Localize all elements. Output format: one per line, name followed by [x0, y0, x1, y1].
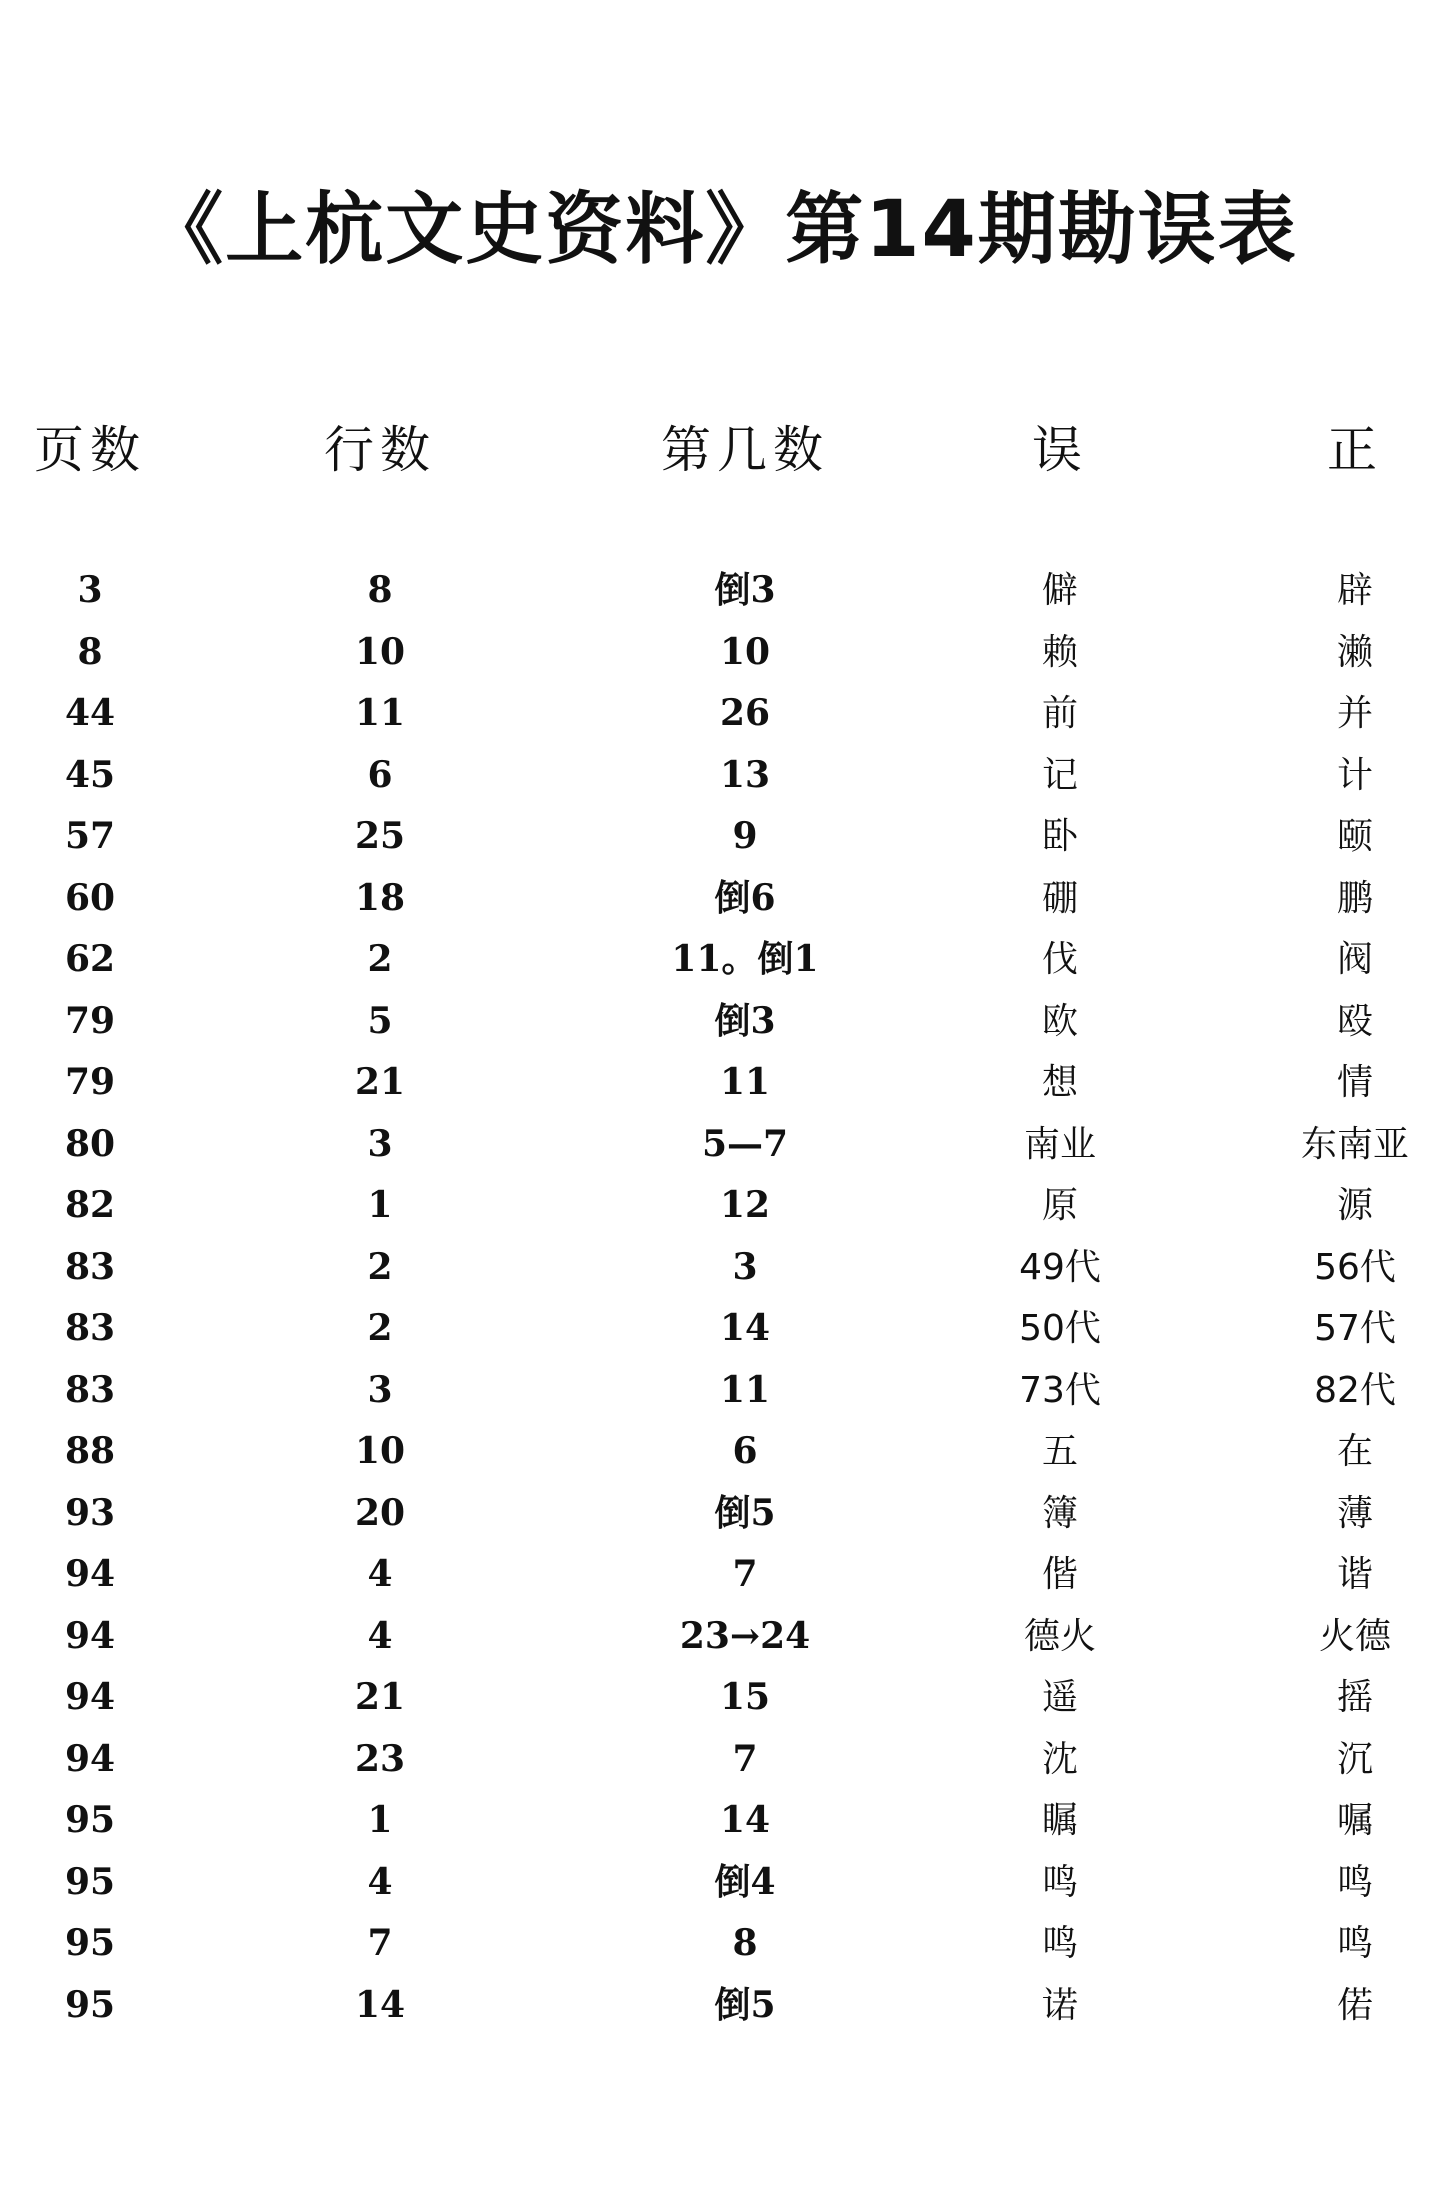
table-row — [0, 560, 1443, 621]
table-row — [0, 1606, 1443, 1667]
cell-line: 21 — [354, 1061, 406, 1103]
cell-correct: 鸣 — [1336, 1923, 1373, 1964]
cell-line: 25 — [354, 815, 406, 857]
cell-correct: 薄 — [1336, 1493, 1373, 1534]
cell-position: 12 — [719, 1184, 771, 1226]
cell-correct: 殴 — [1336, 1001, 1373, 1042]
cell-wrong: 50代 — [1019, 1308, 1101, 1349]
cell-wrong: 原 — [1041, 1185, 1078, 1226]
cell-position: 8 — [732, 1922, 758, 1964]
cell-wrong: 沈 — [1041, 1739, 1078, 1780]
cell-wrong: 49代 — [1019, 1247, 1101, 1288]
cell-page: 57 — [64, 815, 116, 857]
cell-wrong: 73代 — [1019, 1370, 1101, 1411]
cell-correct: 辟 — [1336, 570, 1373, 611]
cell-correct: 计 — [1336, 755, 1373, 796]
cell-wrong: 赖 — [1041, 632, 1078, 673]
table-row — [0, 1975, 1443, 2036]
cell-wrong: 诺 — [1041, 1985, 1078, 2026]
cell-line: 1 — [367, 1184, 393, 1226]
cell-wrong: 德火 — [1023, 1616, 1096, 1657]
cell-position: 倒4 — [714, 1861, 776, 1903]
cell-position: 3 — [732, 1246, 758, 1288]
cell-position: 倒3 — [714, 569, 776, 611]
table-row — [0, 1421, 1443, 1482]
cell-position: 倒6 — [714, 877, 776, 919]
cell-position: 11。倒1 — [671, 938, 819, 980]
table-row — [0, 683, 1443, 744]
cell-page: 83 — [64, 1246, 116, 1288]
cell-page: 95 — [64, 1861, 116, 1903]
cell-position: 倒5 — [714, 1984, 776, 2026]
table-row — [0, 1852, 1443, 1913]
cell-position: 26 — [719, 692, 771, 734]
header-wrong: 误 — [1032, 421, 1088, 479]
cell-correct: 鹏 — [1336, 878, 1373, 919]
cell-wrong: 鸣 — [1041, 1923, 1078, 1964]
cell-correct: 东南亚 — [1300, 1124, 1409, 1165]
table-header — [0, 410, 1443, 490]
cell-position: 14 — [719, 1307, 771, 1349]
table-row — [0, 991, 1443, 1052]
cell-correct: 源 — [1336, 1185, 1373, 1226]
cell-correct: 鸣 — [1336, 1862, 1373, 1903]
table-row — [0, 929, 1443, 990]
cell-correct: 偌 — [1336, 1985, 1373, 2026]
cell-position: 5—7 — [701, 1123, 789, 1165]
table-row — [0, 1729, 1443, 1790]
cell-position: 倒3 — [714, 1000, 776, 1042]
cell-position: 倒5 — [714, 1492, 776, 1534]
cell-page: 95 — [64, 1922, 116, 1964]
cell-page: 94 — [64, 1553, 116, 1595]
cell-wrong: 僻 — [1041, 570, 1078, 611]
cell-position: 23→24 — [679, 1615, 811, 1657]
table-row — [0, 622, 1443, 683]
cell-correct: 嘱 — [1336, 1800, 1373, 1841]
cell-wrong: 遥 — [1041, 1677, 1078, 1718]
cell-line: 18 — [354, 877, 406, 919]
cell-line: 10 — [354, 631, 406, 673]
cell-page: 83 — [64, 1307, 116, 1349]
cell-wrong: 想 — [1041, 1062, 1078, 1103]
table-row — [0, 1298, 1443, 1359]
cell-page: 88 — [64, 1430, 116, 1472]
cell-position: 6 — [732, 1430, 758, 1472]
cell-correct: 82代 — [1314, 1370, 1396, 1411]
cell-position: 11 — [719, 1061, 771, 1103]
table-row — [0, 1052, 1443, 1113]
cell-page: 94 — [64, 1676, 116, 1718]
cell-page: 95 — [64, 1799, 116, 1841]
cell-line: 4 — [367, 1553, 393, 1595]
cell-correct: 火德 — [1318, 1616, 1391, 1657]
header-position: 第几数 — [661, 421, 829, 479]
cell-line: 7 — [367, 1922, 393, 1964]
cell-line: 6 — [367, 754, 393, 796]
cell-correct: 濑 — [1336, 632, 1373, 673]
cell-wrong: 南业 — [1023, 1124, 1096, 1165]
cell-line: 2 — [367, 938, 393, 980]
cell-wrong: 偕 — [1041, 1554, 1078, 1595]
cell-wrong: 卧 — [1041, 816, 1078, 857]
cell-wrong: 鸣 — [1041, 1862, 1078, 1903]
cell-line: 21 — [354, 1676, 406, 1718]
header-correct: 正 — [1327, 421, 1383, 479]
cell-position: 9 — [732, 815, 758, 857]
cell-page: 79 — [64, 1000, 116, 1042]
table-row — [0, 1544, 1443, 1605]
cell-page: 94 — [64, 1615, 116, 1657]
cell-wrong: 伐 — [1041, 939, 1078, 980]
cell-correct: 颐 — [1336, 816, 1373, 857]
cell-correct: 沉 — [1336, 1739, 1373, 1780]
cell-line: 2 — [367, 1307, 393, 1349]
cell-wrong: 前 — [1041, 693, 1078, 734]
cell-line: 8 — [367, 569, 393, 611]
header-page: 页数 — [34, 421, 146, 479]
cell-line: 14 — [354, 1984, 406, 2026]
cell-position: 10 — [719, 631, 771, 673]
table-row — [0, 1913, 1443, 1974]
table-row — [0, 868, 1443, 929]
table-row — [0, 1667, 1443, 1728]
cell-line: 11 — [354, 692, 406, 734]
cell-page: 82 — [64, 1184, 116, 1226]
cell-position: 7 — [732, 1553, 758, 1595]
cell-line: 4 — [367, 1861, 393, 1903]
table-row — [0, 1175, 1443, 1236]
cell-line: 4 — [367, 1615, 393, 1657]
cell-wrong: 欧 — [1041, 1001, 1078, 1042]
cell-position: 15 — [719, 1676, 771, 1718]
table-row — [0, 1114, 1443, 1175]
cell-page: 44 — [64, 692, 116, 734]
cell-correct: 57代 — [1314, 1308, 1396, 1349]
table-row — [0, 1483, 1443, 1544]
table-row — [0, 1360, 1443, 1421]
cell-wrong: 五 — [1041, 1431, 1078, 1472]
cell-correct: 并 — [1336, 693, 1373, 734]
cell-line: 3 — [367, 1369, 393, 1411]
cell-line: 2 — [367, 1246, 393, 1288]
cell-page: 79 — [64, 1061, 116, 1103]
cell-line: 3 — [367, 1123, 393, 1165]
cell-correct: 摇 — [1336, 1677, 1373, 1718]
cell-wrong: 硼 — [1041, 878, 1078, 919]
cell-line: 10 — [354, 1430, 406, 1472]
cell-page: 8 — [77, 631, 103, 673]
cell-line: 5 — [367, 1000, 393, 1042]
cell-position: 11 — [719, 1369, 771, 1411]
header-line: 行数 — [324, 421, 436, 479]
cell-correct: 情 — [1336, 1062, 1373, 1103]
cell-wrong: 瞩 — [1041, 1800, 1078, 1841]
table-row — [0, 1790, 1443, 1851]
cell-page: 93 — [64, 1492, 116, 1534]
cell-line: 23 — [354, 1738, 406, 1780]
cell-line: 1 — [367, 1799, 393, 1841]
cell-line: 20 — [354, 1492, 406, 1534]
cell-page: 83 — [64, 1369, 116, 1411]
cell-page: 3 — [77, 569, 103, 611]
cell-position: 7 — [732, 1738, 758, 1780]
cell-correct: 56代 — [1314, 1247, 1396, 1288]
cell-correct: 阀 — [1336, 939, 1373, 980]
cell-wrong: 记 — [1041, 755, 1078, 796]
cell-correct: 谐 — [1336, 1554, 1373, 1595]
cell-page: 94 — [64, 1738, 116, 1780]
cell-wrong: 簿 — [1041, 1493, 1078, 1534]
cell-page: 60 — [64, 877, 116, 919]
cell-correct: 在 — [1336, 1431, 1373, 1472]
cell-page: 95 — [64, 1984, 116, 2026]
cell-page: 80 — [64, 1123, 116, 1165]
cell-page: 62 — [64, 938, 116, 980]
table-row — [0, 745, 1443, 806]
cell-position: 13 — [719, 754, 771, 796]
page-title: 《上杭文史资料》第14期勘误表 — [145, 185, 1298, 275]
table-row — [0, 806, 1443, 867]
table-row — [0, 1237, 1443, 1298]
cell-position: 14 — [719, 1799, 771, 1841]
cell-page: 45 — [64, 754, 116, 796]
